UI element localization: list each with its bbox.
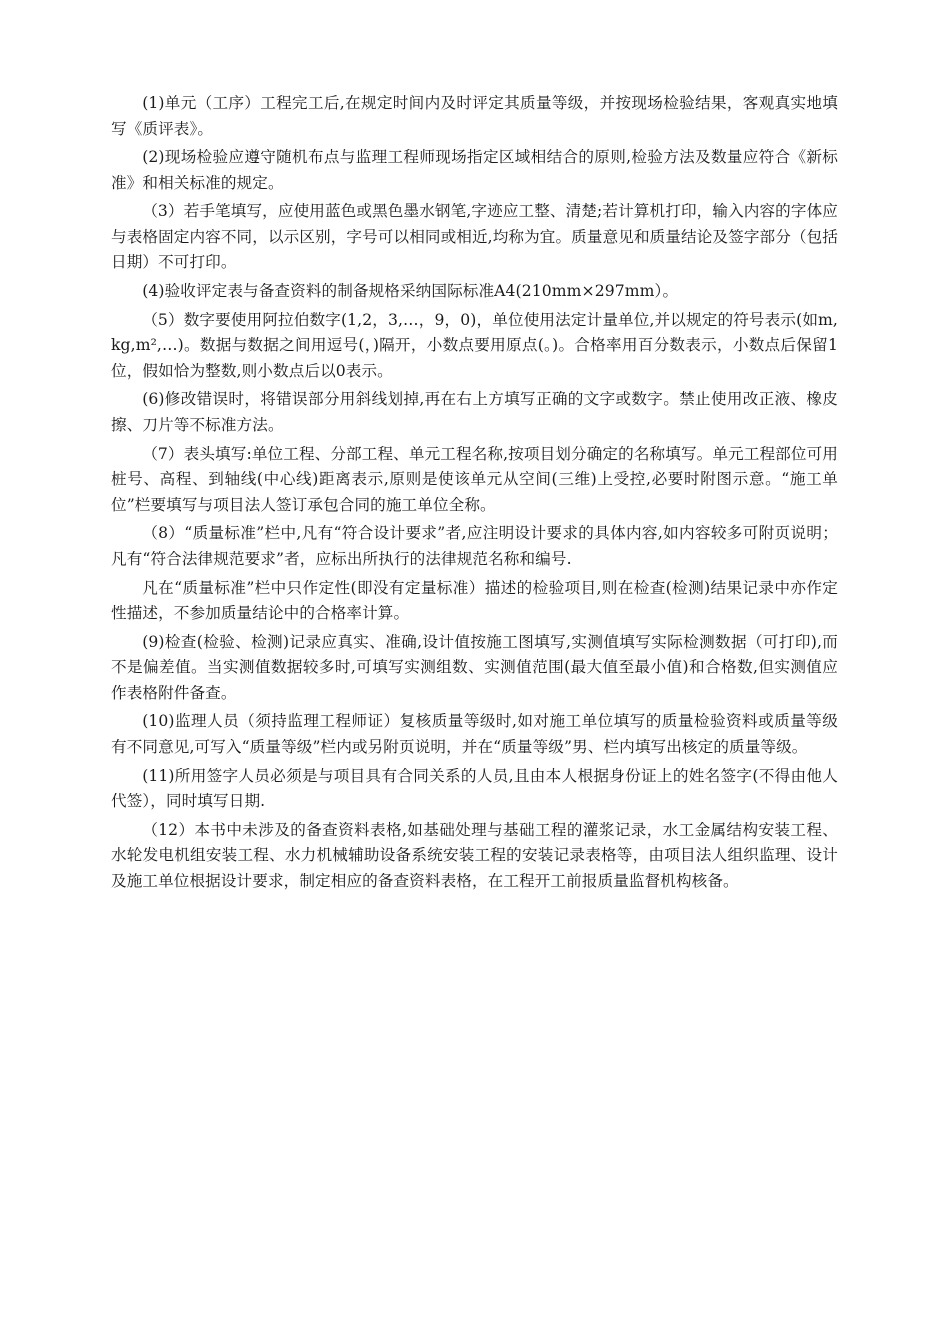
- paragraph-10: (10)监理人员（须持监理工程师证）复核质量等级时,如对施工单位填写的质量检验资料或质量等级有不同意见,可写入“质量等级”栏内或另附页说明，并在“质量等级”男、栏内填写出核定的质量等级。: [111, 712, 838, 756]
- document-body: [111, 91, 838, 897]
- paragraph-8: （8）“质量标准”栏中,凡有“符合设计要求”者,应注明设计要求的具体内容,如内容较多可附页说明；凡有“符合法律规范要求”者，应标出所执行的法律规范名称和编号.: [111, 524, 838, 568]
- paragraph-6: (6)修改错误时，将错误部分用斜线划掉,再在右上方填写正确的文字或数字。禁止使用改正液、橡皮擦、刀片等不标准方法。: [111, 390, 838, 434]
- paragraph-5: （5）数字要使用阿拉伯数字(1,2，3,…，9，0)，单位使用法定计量单位,并以规定的符号表示(如m,kg,m²,…)。数据与数据之间用逗号(，)隔开，小数点要用原点(。)。合格率用百分数表示，小数点后保留1位，假如恰为整数,则小数点后以0表示。: [111, 310, 838, 380]
- paragraph-2: (2)现场检验应遵守随机布点与监理工程师现场指定区域相结合的原则,检验方法及数量应符合《新标准》和相关标准的规定。: [111, 148, 838, 192]
- paragraph-12: （12）本书中未涉及的备查资料表格,如基础处理与基础工程的灌浆记录，水工金属结构安装工程、水轮发电机组安装工程、水力机械辅助设备系统安装工程的安装记录表格等，由项目法人组织监理、设计及施工单位根据设计要求，制定相应的备查资料表格，在工程开工前报质量监督机构核备。: [111, 820, 838, 890]
- paragraph-4: (4)验收评定表与备查资料的制备规格采纳国际标准A4(210mm×297mm）。: [142, 282, 679, 301]
- paragraph-3: （3）若手笔填写，应使用蓝色或黑色墨水钢笔,字迹应工整、清楚;若计算机打印，输入内容的字体应与表格固定内容不同，以示区别，字号可以相同或相近,均称为宜。质量意见和质量结论及签字部分（包括日期）不可打印。: [111, 202, 838, 272]
- paragraph-11: (11)所用签字人员必须是与项目具有合同关系的人员,且由本人根据身份证上的姓名签字(不得由他人代签），同时填写日期.: [111, 766, 838, 811]
- paragraph-9: (9)检查(检验、检测)记录应真实、准确,设计值按施工图填写,实测值填写实际检测数据（可打印),而不是偏差值。当实测值数据较多时,可填写实测组数、实测值范围(最大值至最小值)和合格数,但实测值应作表格附件备查。: [111, 632, 838, 702]
- paragraph-7: （7）表头填写:单位工程、分部工程、单元工程名称,按项目划分确定的名称填写。单元工程部位可用桩号、高程、到轴线(中心线)距离表示,原则是使该单元从空间(三维)上受控,必要时附图示意。“施工单位”栏要填写与项目法人签订承包合同的施工单位全称。: [111, 444, 838, 514]
- paragraph-1: (1)单元（工序）工程完工后,在规定时间内及时评定其质量等级，并按现场检验结果，客观真实地填写《质评表》。: [111, 94, 838, 138]
- paragraph-8-note: 凡在“质量标准”栏中只作定性(即没有定量标准）描述的检验项目,则在检查(检测)结果记录中亦作定性描述，不参加质量结论中的合格率计算。: [111, 578, 838, 622]
